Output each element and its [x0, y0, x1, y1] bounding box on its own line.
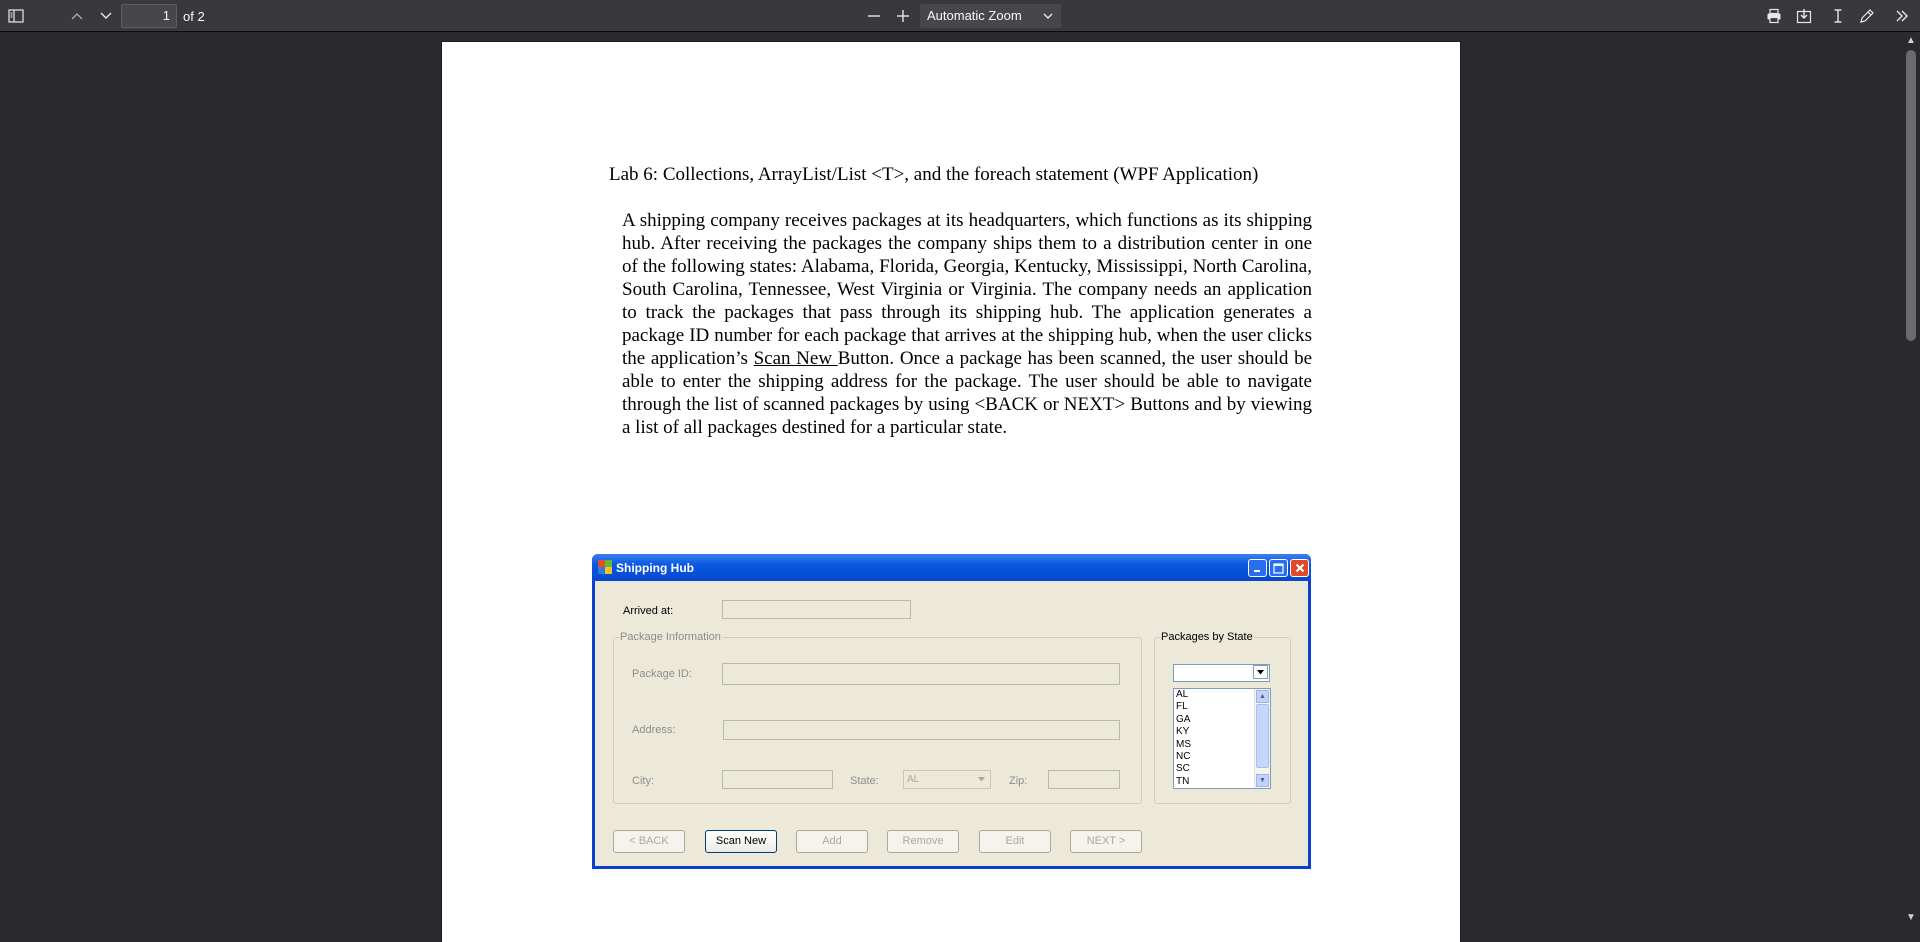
paragraph-text-2: Button. Once a package has been scanned, the user should be able to enter the shipping address for the package. The user should be able to navigate through the list of scanned packages by using <BACK or NEXT> Buttons and by viewing a list of all packages destined for a particular state.	[622, 348, 1312, 438]
zoom-select[interactable]	[920, 4, 1061, 28]
pdf-page	[442, 42, 1460, 942]
scroll-down-icon[interactable]: ▼	[1906, 912, 1916, 923]
states-listbox[interactable]	[1173, 688, 1271, 789]
zip-label: Zip:	[1009, 775, 1028, 787]
state-filter-select[interactable]	[1173, 664, 1270, 682]
package-id-label: Package ID:	[632, 668, 692, 680]
zoom-out-icon[interactable]	[862, 4, 886, 28]
window-client-area	[595, 581, 1308, 866]
arrived-at-field[interactable]	[722, 600, 911, 619]
state-list-item[interactable]: GA	[1176, 713, 1191, 725]
package-id-field[interactable]	[722, 663, 1120, 685]
state-list-item[interactable]: MS	[1176, 738, 1191, 750]
next-page-icon[interactable]	[94, 4, 118, 28]
print-icon[interactable]	[1762, 4, 1786, 28]
state-list-item[interactable]: FL	[1176, 701, 1188, 713]
scroll-up-icon[interactable]: ▲	[1906, 35, 1916, 46]
save-download-icon[interactable]	[1792, 4, 1816, 28]
previous-page-icon[interactable]	[65, 4, 89, 28]
state-list-item[interactable]: SC	[1176, 763, 1190, 775]
shipping-hub-window	[592, 554, 1311, 869]
arrived-at-label: Arrived at:	[623, 605, 674, 617]
zoom-in-icon[interactable]	[891, 4, 915, 28]
close-icon[interactable]	[1290, 559, 1309, 577]
maximize-icon[interactable]	[1269, 559, 1288, 577]
pdf-toolbar	[0, 0, 1920, 32]
remove-button[interactable]: Remove	[887, 830, 959, 853]
address-field[interactable]	[723, 720, 1120, 740]
state-list-item[interactable]: TN	[1176, 775, 1190, 787]
chevron-down-icon	[1253, 665, 1268, 679]
package-information-legend: Package Information	[620, 631, 721, 643]
state-select[interactable]	[903, 770, 991, 789]
add-button[interactable]: Add	[796, 830, 868, 853]
page-count-label: of 2	[183, 9, 205, 24]
state-select-value: AL	[907, 774, 920, 785]
state-label: State:	[850, 775, 879, 787]
text-tool-icon[interactable]	[1826, 4, 1850, 28]
listbox-scrollbar[interactable]	[1254, 689, 1270, 788]
next-button[interactable]: NEXT >	[1070, 830, 1142, 853]
draw-pen-icon[interactable]	[1855, 4, 1879, 28]
address-label: Address:	[632, 724, 676, 736]
vertical-scrollbar[interactable]	[1902, 32, 1920, 927]
listbox-scroll-thumb[interactable]	[1256, 704, 1269, 768]
paragraph-underlined-text: Scan New	[753, 348, 838, 369]
package-information-group	[613, 631, 1142, 804]
chevron-down-icon	[974, 772, 989, 787]
back-button[interactable]: < BACK	[613, 830, 685, 853]
paragraph-text-1: A shipping company receives packages at its headquarters, which functions as its shipping hub. After receiving the packages the company ships them to a distribution center in one of the following states: Alabama, Florida, Georgia, Kentucky, Mississippi, North Carolina, South Carolina, Tennessee, West Virginia or Virginia. The company needs an application to track the packages that pass through its shipping hub. The application generates a package ID number for each package that arrives at the shipping hub, when the user clicks the application’s	[622, 210, 1312, 369]
scrollbar-thumb[interactable]	[1906, 50, 1916, 341]
packages-by-state-legend: Packages by State	[1161, 631, 1253, 643]
state-list-item[interactable]: KY	[1176, 726, 1190, 738]
listbox-scroll-down-icon[interactable]: ▼	[1256, 774, 1269, 787]
city-label: City:	[632, 775, 654, 787]
zoom-select-value: Automatic Zoom	[927, 8, 1022, 23]
listbox-scroll-up-icon[interactable]: ▲	[1256, 690, 1269, 703]
city-field[interactable]	[722, 770, 833, 789]
app-icon	[598, 560, 612, 574]
state-list-item[interactable]: AL	[1176, 689, 1189, 700]
state-list-item[interactable]: NC	[1176, 751, 1191, 763]
document-title: Lab 6: Collections, ArrayList/List <T>, and the foreach statement (WPF Application)	[609, 164, 1259, 185]
zip-field[interactable]	[1048, 770, 1120, 789]
document-paragraph	[622, 209, 1312, 439]
window-caption: Shipping Hub	[616, 561, 694, 575]
scan-new-button[interactable]: Scan New	[705, 830, 777, 853]
chevron-down-icon	[1043, 4, 1053, 36]
packages-by-state-group	[1154, 631, 1291, 804]
page-number-input[interactable]: 1	[121, 4, 177, 28]
window-titlebar	[592, 554, 1311, 581]
edit-button[interactable]: Edit	[979, 830, 1051, 853]
minimize-icon[interactable]	[1248, 559, 1267, 577]
sidebar-toggle-icon[interactable]	[4, 4, 28, 28]
tools-menu-icon[interactable]	[1890, 4, 1914, 28]
